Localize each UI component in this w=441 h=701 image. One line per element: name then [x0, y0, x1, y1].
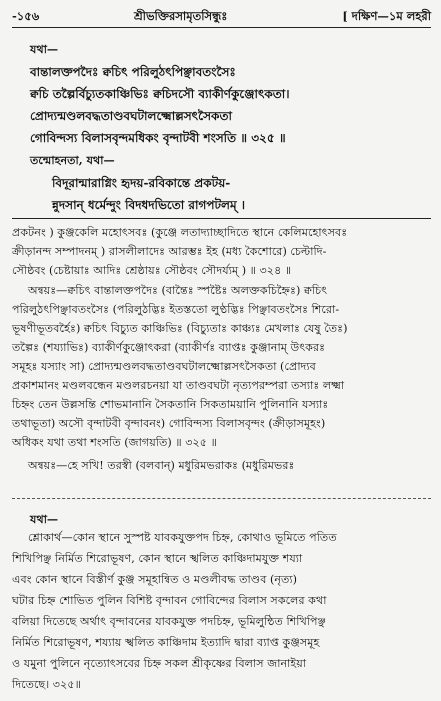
translation-line: ঘটার চিহ্ন শোভিত পুলিন বিশিষ্ট বৃন্দাবন গোবিন্দের বিলাস সকলের কথা: [12, 594, 327, 607]
anvaya-line: পরিলুঠৎপিঞ্ছাবতংসৈঃ (পরিলুঠদ্ভিঃ ইতস্ততো লুণ্ঠদ্ভিঃ পিঞ্ছাবতংসৈঃ শিরো-: [12, 303, 340, 316]
translation-line: নির্মিত শিরোভূষণ, শয্যায় স্খলিত কাঞ্চিদাম ইত্যাদি দ্বারা ব্যাপ্ত কুঞ্জসমূহ: [12, 636, 320, 649]
commentary-line: ক্রীড়ানন্দ সম্পাদনম্ ) রাসলীলাদেঃ আরম্ভঃ ইহ (মধ্য কৈশোরে) চেল্টাদি-: [12, 245, 327, 258]
translation-line: বলিয়া দিতেছে অর্থাৎ বৃন্দাবনের যাবকযুক্ত পদচিহ্ন, ভূমিলুন্ঠিত শিখিপিঞ্ছ: [12, 615, 326, 628]
anvaya-line: অন্বয়ঃ—ক্বচিৎ বান্তালক্তপদৈঃ (বান্তৈঃ স্পষ্টৈঃ অলক্তকচিহ্নৈঃ) ক্বচিৎ: [28, 284, 328, 297]
verse-line: ক্বচি তল্পৈর্বিচ্যুতকাঞ্চিভিঃ ক্বচিদসৌ ব্যাকীর্ণকুঞ্জোৎকতা।: [30, 87, 290, 101]
running-header: [12, 6, 431, 26]
translation-line: শিখিপিঞ্ছ নির্মিত শিরোভূষণ, কোন স্থানে স্খলিত কাঞ্চিদামযুক্ত শয্যা: [12, 552, 303, 565]
verse-line: গোবিন্দস্য বিলাসবৃন্দমধিকং বৃন্দাটবী শংসতি ॥ ৩২৫ ॥: [30, 131, 286, 145]
anvaya-line: ভূষণীভূতবর্হৈঃ) ক্বচিৎ বিচ্যুত কাঞ্চিভিঃ (বিচ্যুতাঃ কাঞ্চ্যঃ মেখলাঃ যেষু তৈঃ): [12, 322, 348, 335]
anvaya-line: তল্পৈঃ (শয্যাভিঃ) ব্যাকীর্ণকুঞ্জোৎকরা (ব্যাকীর্ণঃ ব্যাপ্তঃ কুঞ্জানাম্ উৎকরঃ: [12, 341, 326, 354]
anvaya-line: অধিকং যথা তথা শংসতি (জাগয়তি) ॥ ৩২৫ ॥: [12, 436, 217, 449]
anvaya-line: প্রকাশমানং মণ্ডলবন্ধেন মণ্ডলরচনয়া যা তাণ্ডবঘটা নৃত্যপরম্পরা তস্যাঃ লক্ষ্মা: [12, 379, 345, 392]
translation-line: দিতেছে। ৩২৫॥: [12, 678, 81, 691]
anvaya-line: তথাভূতা) অসৌ বৃন্দাটবী বৃন্দাবনং) গোবিন্দস্য বিলাসবৃন্দং (ক্রীড়াসমূহং): [12, 417, 326, 430]
translation-line: এবং কোন স্থানে বিস্তীর্ণ কুঞ্জ সমূহান্বিত ও মণ্ডলীবদ্ধ তাণ্ডব (নৃত্য): [12, 573, 298, 586]
book-title: শ্রীভক্তিরসামৃতসিন্ধুঃ: [134, 9, 228, 23]
chapter-label: [ দক্ষিণ—১ম লহরী: [342, 9, 431, 23]
verse-line: বিদূরান্মারাগ্নিং হৃদয়-রবিকান্তে প্রকটয়-: [52, 176, 231, 190]
page-number: -১৫৬: [12, 9, 40, 23]
anvaya-line: চিহ্নং তেন উল্লসন্তি শোভমানানি সৈকতানি সিকতাময়ানি পুলিনানি যস্যাঃ: [12, 398, 329, 411]
verse-intro: যথা—: [30, 42, 59, 56]
header-rule: [12, 27, 431, 28]
commentary-line: প্রকটনং ) কুঞ্জকেলি মহোৎসবঃ (কুঞ্জে লতাদ্যাচ্ছাদিতে স্থানে কেলিমহোৎসবঃ: [12, 226, 348, 239]
translation-intro: যথা—: [30, 512, 59, 526]
commentary-line: সৌষ্ঠবং (চেষ্টায়াঃ আদিঃ শ্রেষ্ঠায়ঃ সৌষ্ঠবং সৌদর্য্যম্ ) ॥ ৩২৪ ॥: [12, 264, 292, 277]
anvaya-line-2: অন্বয়ঃ—হে সখি! তরস্বী (বলবান্) মধুরিমভরাকঃ (মধুরিমভরঃ: [28, 459, 295, 472]
verse-line: প্রোদ্যন্মণ্ডলবদ্ধতাণ্ডবঘটালক্ষ্মোল্লসৎসৈকতা: [30, 109, 232, 123]
translation-line: শ্লোকার্থ—কোন স্থানে সুস্পষ্ট যাবকযুক্তপদ চিহ্ন, কোথাও ভূমিতে পতিত: [28, 531, 337, 544]
verse-line: বান্তালক্তপদৈঃ ক্বচিৎ পরিলুঠৎপিঞ্ছাবতংসৈঃ: [30, 65, 236, 79]
translation-line: ও যমুনা পুলিনে নৃত্যোৎসবের চিহ্ন সকল শ্রীকৃষ্ণের বিলাস জানাইয়া: [12, 657, 307, 670]
section-divider: [12, 218, 431, 219]
anvaya-line: সমূহঃ যস্যাং সা) প্রোদ্যন্মণ্ডলবদ্ধতাণ্ডবঘটালক্ষ্মোল্লসৎসৈকতা (প্রোদ্যব: [12, 360, 316, 373]
verse-line: ন্নুদসান্ ধর্মেন্দুং বিদধদভিতো রাগপটলম্ ।: [52, 198, 246, 212]
section-divider: [12, 498, 431, 499]
verse-intro-2: তন্মোহনতা, যথা—: [30, 153, 115, 167]
